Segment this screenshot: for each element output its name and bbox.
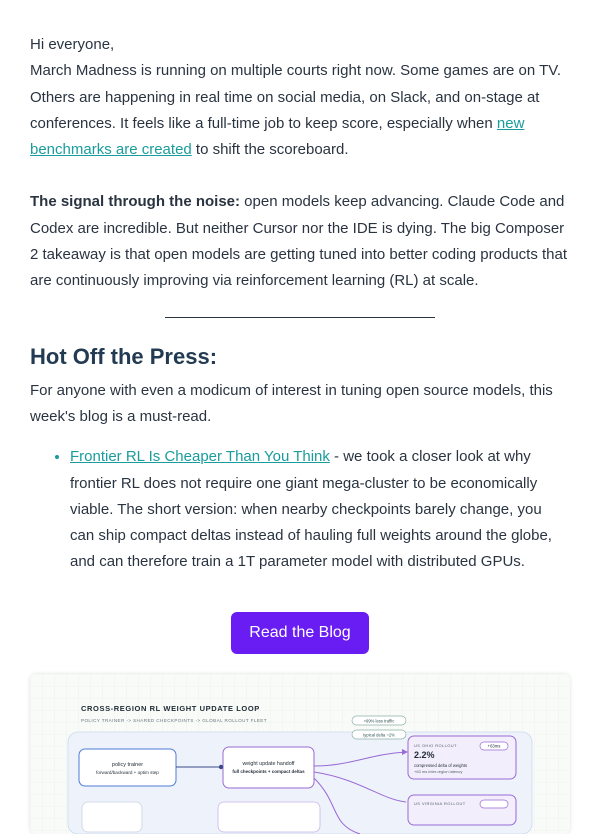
virginia-label: US VIRGINIA ROLLOUT: [414, 800, 466, 806]
press-intro: For anyone with even a modicum of interest in tuning open source models, this week's blog is a must-read.: [30, 381, 553, 425]
intro-tail: to shift the scoreboard.: [191, 141, 349, 159]
weight-update-diagram: [30, 674, 570, 834]
press-list: [30, 444, 570, 575]
ohio-badge-label: +63ms: [487, 743, 501, 749]
benchmarks-link[interactable]: new benchmarks are created: [30, 114, 525, 159]
delta-pill-label: typical delta ~2%: [363, 732, 395, 738]
signal-text: open models keep advancing. Claude Code and Codex are incredible. But neither Cursor nor the IDE is dying. The big Composer 2 takeaway is that open models are getting tuned into better coding products that are continuously improving via reinforcement learning (RL) at scale.: [30, 193, 568, 290]
ohio-value: 2.2%: [414, 749, 435, 760]
intro-paragraph: [30, 58, 570, 163]
greeting: Hi everyone,: [30, 36, 115, 53]
blog-post-summary: - we took a closer look at why frontier RL does not require one giant mega-cluster to be economically viable. The short version: when nearby checkpoints barely change, you can ship compact deltas instead of hauling full weights around the globe, and can therefore train a 1T parameter model with distributed GPUs.: [70, 448, 552, 571]
lower-left-node: [82, 802, 142, 832]
virginia-badge: [480, 800, 508, 808]
intro-text: March Madness is running on multiple courts right now. Some games are on TV. Others are happening in real time on social media, on Slack, and on-stage at conferences. It feels like a full-time job to keep score, especially when: [30, 62, 562, 132]
handoff-sub: full checkpoints + compact deltas: [232, 768, 305, 774]
diagram-subtitle: POLICY TRAINER -> SHARED CHECKPOINTS -> GLOBAL ROLLOUT FLEET: [81, 717, 267, 723]
ohio-desc-1: compressed delta of weights: [414, 762, 468, 768]
ohio-label: US OHIO ROLLOUT: [414, 742, 457, 748]
press-heading: Hot Off the Press:: [30, 343, 218, 369]
handoff-title: weight update handoff: [242, 760, 295, 767]
section-divider: [165, 317, 435, 318]
diagram-title: CROSS-REGION RL WEIGHT UPDATE LOOP: [81, 703, 260, 713]
signal-paragraph: [30, 189, 570, 294]
diagram-svg: [30, 674, 570, 834]
ohio-desc-2: +63 ms inter-region latency: [414, 768, 463, 774]
edge-dot: [219, 765, 223, 769]
traffic-pill-label: ≈99% less traffic: [363, 718, 395, 724]
virginia-rollout-node: [408, 795, 516, 825]
button-row: [30, 612, 570, 654]
signal-lead: The signal through the noise:: [30, 193, 240, 211]
policy-trainer-sub: forward/backward + optim step: [96, 769, 159, 775]
lower-middle-node: [218, 802, 320, 832]
handoff-node: [223, 747, 314, 788]
policy-trainer-title: policy trainer: [111, 761, 144, 768]
list-item: [70, 444, 570, 575]
blog-post-link[interactable]: Frontier RL Is Cheaper Than You Think: [70, 448, 330, 466]
read-blog-button[interactable]: Read the Blog: [231, 612, 368, 654]
